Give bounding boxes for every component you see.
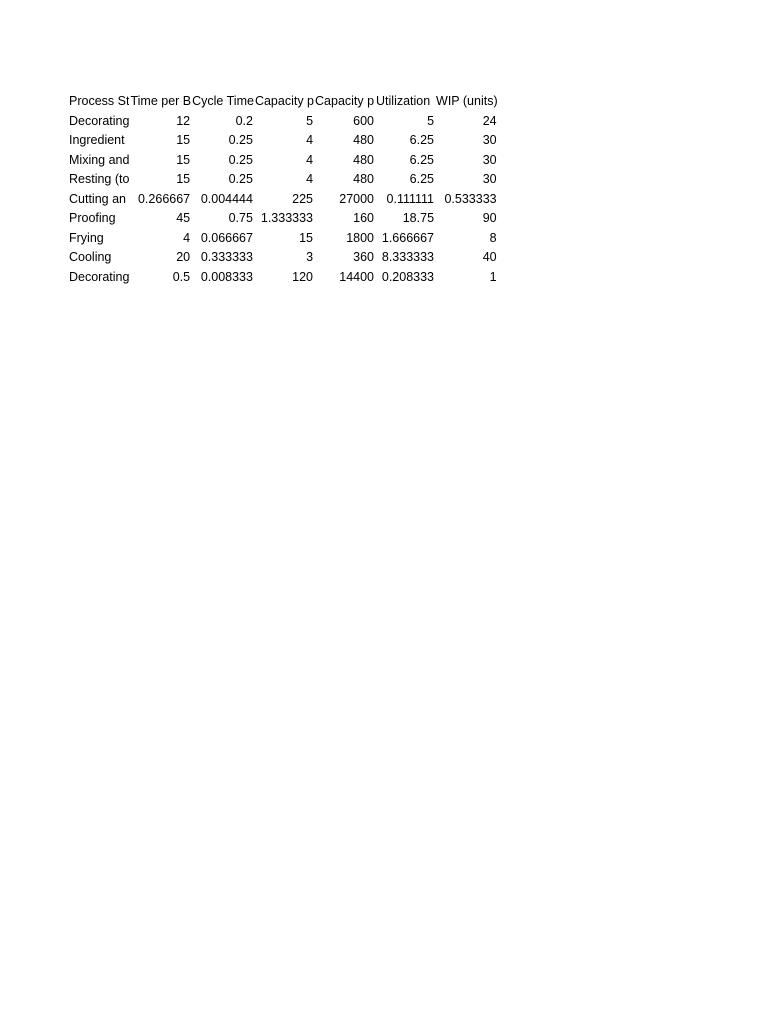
cell-wip[interactable]: 30 <box>482 172 497 186</box>
cell-time-per-batch[interactable]: 45 <box>176 211 191 225</box>
cell-wip[interactable]: 30 <box>482 152 497 167</box>
table-row <box>68 229 498 249</box>
cell-process-step[interactable]: Ingredient <box>69 133 125 147</box>
cell-utilization[interactable]: 0.111111 <box>386 191 435 206</box>
cell-time-per-batch[interactable]: 15 <box>176 152 191 167</box>
cell-utilization[interactable]: 6.25 <box>409 152 435 167</box>
cell-time-per-batch[interactable]: 15 <box>176 133 191 147</box>
cell-utilization[interactable]: 8.333333 <box>381 250 435 264</box>
header-cell-time-per-batch[interactable]: Time per B <box>130 94 192 108</box>
table-row <box>68 268 498 288</box>
cell-utilization[interactable]: 0.208333 <box>381 269 435 284</box>
table-body <box>68 112 498 288</box>
process-capacity-table <box>68 92 498 287</box>
cell-time-per-batch[interactable]: 4 <box>183 230 191 245</box>
cell-process-step[interactable]: Resting (to <box>69 172 130 186</box>
cell-capacity-per-hour[interactable]: 4 <box>306 172 314 186</box>
cell-capacity-per-hour[interactable]: 5 <box>306 113 314 128</box>
cell-process-step[interactable]: Cooling <box>69 250 112 264</box>
cell-wip[interactable]: 40 <box>482 250 497 264</box>
cell-wip[interactable]: 1 <box>489 269 497 284</box>
table-row <box>68 151 498 171</box>
cell-process-step[interactable]: Proofing <box>69 211 116 225</box>
cell-capacity-per-day[interactable]: 480 <box>353 133 375 147</box>
header-cell-capacity-per-hour[interactable]: Capacity p <box>254 94 315 108</box>
cell-capacity-per-day[interactable]: 480 <box>353 152 375 167</box>
header-row <box>68 92 498 112</box>
cell-time-per-batch[interactable]: 0.266667 <box>137 191 191 206</box>
cell-utilization[interactable]: 6.25 <box>409 172 435 186</box>
table-row <box>68 112 498 132</box>
cell-utilization[interactable]: 18.75 <box>402 211 435 225</box>
cell-capacity-per-day[interactable]: 27000 <box>339 191 375 206</box>
cell-capacity-per-day[interactable]: 480 <box>353 172 375 186</box>
cell-capacity-per-day[interactable]: 1800 <box>346 230 375 245</box>
cell-cycle-time[interactable]: 0.25 <box>228 133 253 147</box>
table-row <box>68 131 498 151</box>
spreadsheet-table-area <box>68 92 498 287</box>
cell-wip[interactable]: 0.533333 <box>444 191 497 206</box>
cell-time-per-batch[interactable]: 15 <box>176 172 191 186</box>
cell-cycle-time[interactable]: 0.333333 <box>200 250 253 264</box>
header-cell-wip[interactable]: WIP (units) <box>436 94 498 108</box>
cell-cycle-time[interactable]: 0.2 <box>235 113 253 128</box>
cell-cycle-time[interactable]: 0.75 <box>228 211 253 225</box>
cell-capacity-per-hour[interactable]: 120 <box>292 269 314 284</box>
table-row <box>68 190 498 210</box>
header-cell-utilization[interactable]: Utilization <box>376 94 431 108</box>
cell-capacity-per-hour[interactable]: 225 <box>292 191 314 206</box>
table-row <box>68 209 498 229</box>
cell-cycle-time[interactable]: 0.004444 <box>200 191 253 206</box>
cell-process-step[interactable]: Frying <box>69 230 104 245</box>
cell-capacity-per-day[interactable]: 14400 <box>339 269 375 284</box>
table-row <box>68 170 498 190</box>
cell-time-per-batch[interactable]: 0.5 <box>172 269 191 284</box>
cell-capacity-per-hour[interactable]: 3 <box>306 250 314 264</box>
cell-process-step[interactable]: Decorating <box>69 269 130 284</box>
cell-capacity-per-hour[interactable]: 4 <box>306 133 314 147</box>
cell-time-per-batch[interactable]: 20 <box>176 250 191 264</box>
header-cell-cycle-time[interactable]: Cycle Time <box>192 94 254 108</box>
cell-capacity-per-day[interactable]: 160 <box>353 211 375 225</box>
cell-capacity-per-day[interactable]: 360 <box>353 250 375 264</box>
cell-wip[interactable]: 8 <box>489 230 497 245</box>
cell-utilization[interactable]: 1.666667 <box>381 230 435 245</box>
cell-cycle-time[interactable]: 0.008333 <box>200 269 253 284</box>
cell-wip[interactable]: 30 <box>482 133 497 147</box>
cell-wip[interactable]: 90 <box>482 211 497 225</box>
table-row <box>68 248 498 268</box>
cell-cycle-time[interactable]: 0.25 <box>228 152 253 167</box>
cell-utilization[interactable]: 6.25 <box>409 133 435 147</box>
cell-capacity-per-day[interactable]: 600 <box>353 113 375 128</box>
cell-cycle-time[interactable]: 0.066667 <box>200 230 253 245</box>
cell-cycle-time[interactable]: 0.25 <box>228 172 253 186</box>
cell-capacity-per-hour[interactable]: 15 <box>299 230 314 245</box>
cell-capacity-per-hour[interactable]: 1.333333 <box>260 211 314 225</box>
cell-utilization[interactable]: 5 <box>427 113 435 128</box>
cell-process-step[interactable]: Cutting an <box>69 191 126 206</box>
cell-wip[interactable]: 24 <box>482 113 497 128</box>
header-cell-capacity-per-day[interactable]: Capacity p <box>315 94 375 108</box>
cell-capacity-per-hour[interactable]: 4 <box>306 152 314 167</box>
header-cell-process-step[interactable]: Process St <box>69 94 130 108</box>
cell-process-step[interactable]: Mixing and <box>69 152 130 167</box>
cell-time-per-batch[interactable]: 12 <box>176 113 191 128</box>
cell-process-step[interactable]: Decorating <box>69 113 130 128</box>
